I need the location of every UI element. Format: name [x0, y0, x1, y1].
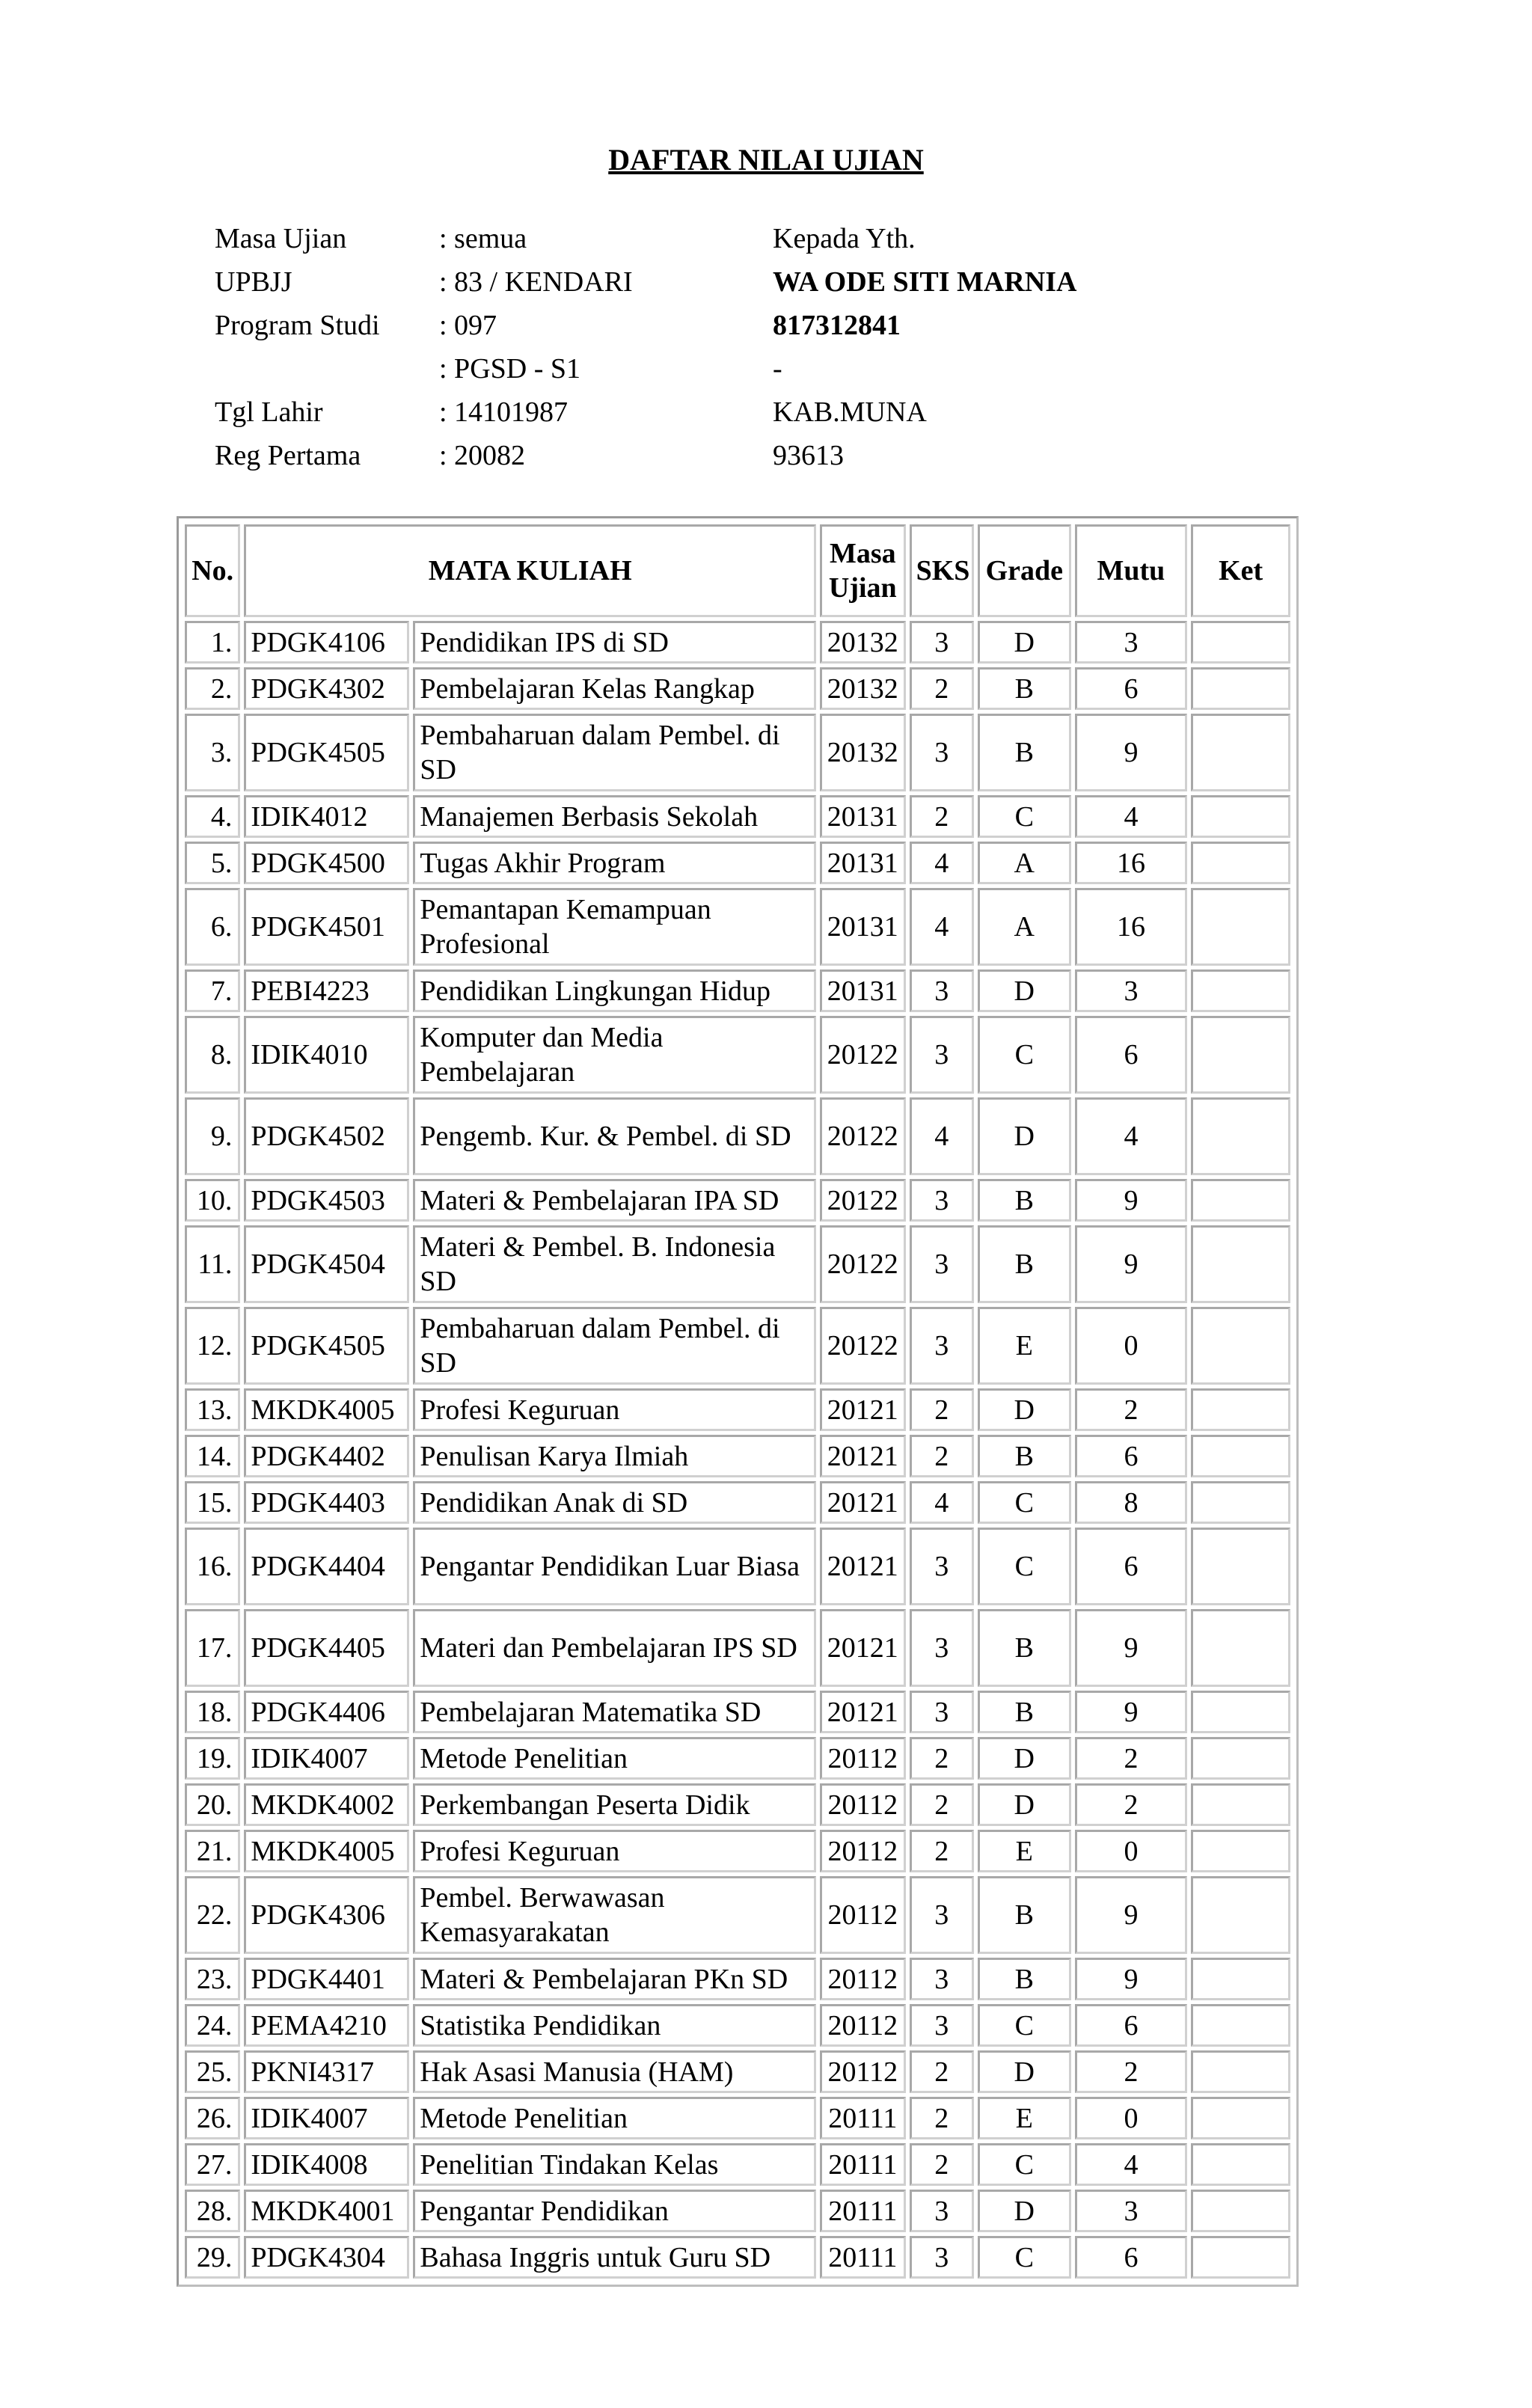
cell-masa-ujian: 20131	[820, 842, 906, 884]
cell-sks: 3	[910, 1179, 974, 1222]
table-row	[185, 1016, 1290, 1094]
cell-no: 21.	[185, 1830, 240, 1872]
cell-grade: B	[978, 1691, 1071, 1733]
cell-no: 24.	[185, 2004, 240, 2047]
cell-course: Metode Penelitian	[413, 1737, 816, 1780]
header-grade: Grade	[978, 524, 1071, 617]
table-row	[185, 1830, 1290, 1872]
cell-ket	[1191, 1958, 1290, 2000]
cell-sks: 2	[910, 2050, 974, 2093]
info-recipient: 817312841	[773, 310, 901, 341]
cell-masa-ujian: 20122	[820, 1097, 906, 1175]
cell-grade: C	[978, 1016, 1071, 1094]
header-ket: Ket	[1191, 524, 1290, 617]
table-header-row	[185, 524, 1290, 617]
cell-no: 28.	[185, 2190, 240, 2232]
cell-mutu: 0	[1075, 2097, 1188, 2139]
cell-sks: 3	[910, 1307, 974, 1385]
cell-mutu: 6	[1075, 667, 1188, 710]
cell-masa-ujian: 20111	[820, 2143, 906, 2186]
cell-mutu: 4	[1075, 795, 1188, 838]
cell-code: PEBI4223	[244, 969, 409, 1012]
cell-mutu: 2	[1075, 2050, 1188, 2093]
cell-course: Pembaharuan dalam Pembel. di SD	[413, 1307, 816, 1385]
table-row	[185, 1737, 1290, 1780]
cell-code: IDIK4007	[244, 1737, 409, 1780]
cell-course: Profesi Keguruan	[413, 1830, 816, 1872]
cell-ket	[1191, 1179, 1290, 1222]
cell-code: PDGK4503	[244, 1179, 409, 1222]
cell-masa-ujian: 20111	[820, 2097, 906, 2139]
header-masa-line1: Masa	[829, 538, 896, 569]
info-recipient: 93613	[773, 440, 844, 471]
cell-sks: 3	[910, 969, 974, 1012]
cell-grade: D	[978, 621, 1071, 664]
cell-sks: 3	[910, 1528, 974, 1605]
table-row	[185, 1528, 1290, 1605]
cell-mutu: 2	[1075, 1737, 1188, 1780]
cell-ket	[1191, 2050, 1290, 2093]
cell-sks: 2	[910, 795, 974, 838]
cell-grade: E	[978, 2097, 1071, 2139]
grades-table	[181, 521, 1294, 2282]
cell-code: PDGK4505	[244, 1307, 409, 1385]
cell-grade: B	[978, 667, 1071, 710]
cell-mutu: 9	[1075, 1609, 1188, 1687]
cell-sks: 3	[910, 621, 974, 664]
cell-no: 19.	[185, 1737, 240, 1780]
cell-course: Pembelajaran Kelas Rangkap	[413, 667, 816, 710]
cell-code: PDGK4306	[244, 1876, 409, 1954]
header-mutu: Mutu	[1075, 524, 1188, 617]
cell-grade: A	[978, 842, 1071, 884]
cell-ket	[1191, 842, 1290, 884]
cell-course: Materi & Pembelajaran PKn SD	[413, 1958, 816, 2000]
cell-course: Pengantar Pendidikan Luar Biasa	[413, 1528, 816, 1605]
cell-code: PEMA4210	[244, 2004, 409, 2047]
cell-mutu: 4	[1075, 2143, 1188, 2186]
cell-grade: D	[978, 2050, 1071, 2093]
cell-masa-ujian: 20111	[820, 2236, 906, 2279]
table-row	[185, 2236, 1290, 2279]
info-label: UPBJJ	[215, 266, 292, 298]
cell-mutu: 3	[1075, 2190, 1188, 2232]
cell-course: Pembelajaran Matematika SD	[413, 1691, 816, 1733]
cell-no: 17.	[185, 1609, 240, 1687]
cell-ket	[1191, 2190, 1290, 2232]
info-label: Masa Ujian	[215, 223, 347, 254]
cell-mutu: 9	[1075, 1179, 1188, 1222]
table-row	[185, 621, 1290, 664]
cell-masa-ujian: 20121	[820, 1435, 906, 1477]
cell-course: Pembel. Berwawasan Kemasyarakatan	[413, 1876, 816, 1954]
header-masa-ujian	[820, 524, 906, 617]
cell-masa-ujian: 20131	[820, 969, 906, 1012]
cell-code: PKNI4317	[244, 2050, 409, 2093]
info-recipient: -	[773, 353, 782, 385]
table-row	[185, 1307, 1290, 1385]
info-label: Reg Pertama	[215, 440, 361, 471]
cell-no: 26.	[185, 2097, 240, 2139]
cell-grade: D	[978, 969, 1071, 1012]
cell-code: MKDK4005	[244, 1388, 409, 1431]
cell-grade: C	[978, 795, 1071, 838]
info-recipient: WA ODE SITI MARNIA	[773, 266, 1077, 298]
cell-ket	[1191, 1528, 1290, 1605]
cell-course: Pendidikan IPS di SD	[413, 621, 816, 664]
cell-course: Pembaharuan dalam Pembel. di SD	[413, 714, 816, 791]
table-row	[185, 1876, 1290, 1954]
table-row	[185, 2050, 1290, 2093]
cell-mutu: 0	[1075, 1830, 1188, 1872]
grades-table-wrapper	[177, 516, 1299, 2287]
header-mata-kuliah: MATA KULIAH	[244, 524, 816, 617]
cell-mutu: 9	[1075, 1691, 1188, 1733]
cell-ket	[1191, 2097, 1290, 2139]
info-value: : 097	[439, 310, 497, 341]
cell-grade: B	[978, 1435, 1071, 1477]
table-row	[185, 1179, 1290, 1222]
table-row	[185, 795, 1290, 838]
cell-ket	[1191, 621, 1290, 664]
cell-masa-ujian: 20111	[820, 2190, 906, 2232]
cell-masa-ujian: 20122	[820, 1179, 906, 1222]
cell-code: MKDK4005	[244, 1830, 409, 1872]
page-title: DAFTAR NILAI UJIAN	[608, 143, 924, 177]
cell-ket	[1191, 2004, 1290, 2047]
cell-no: 16.	[185, 1528, 240, 1605]
cell-ket	[1191, 667, 1290, 710]
cell-no: 5.	[185, 842, 240, 884]
cell-no: 4.	[185, 795, 240, 838]
info-recipient: KAB.MUNA	[773, 396, 927, 428]
cell-ket	[1191, 1876, 1290, 1954]
cell-mutu: 6	[1075, 2236, 1188, 2279]
cell-no: 3.	[185, 714, 240, 791]
cell-masa-ujian: 20121	[820, 1388, 906, 1431]
table-row	[185, 1481, 1290, 1524]
table-row	[185, 714, 1290, 791]
cell-mutu: 9	[1075, 1876, 1188, 1954]
cell-mutu: 3	[1075, 621, 1188, 664]
table-row	[185, 2097, 1290, 2139]
cell-course: Penelitian Tindakan Kelas	[413, 2143, 816, 2186]
cell-grade: B	[978, 1179, 1071, 1222]
cell-sks: 3	[910, 1016, 974, 1094]
cell-course: Materi dan Pembelajaran IPS SD	[413, 1609, 816, 1687]
cell-sks: 3	[910, 2236, 974, 2279]
cell-ket	[1191, 888, 1290, 966]
grades-table-body	[185, 621, 1290, 2279]
cell-grade: D	[978, 2190, 1071, 2232]
cell-ket	[1191, 2143, 1290, 2186]
cell-masa-ujian: 20112	[820, 1737, 906, 1780]
cell-ket	[1191, 714, 1290, 791]
cell-no: 22.	[185, 1876, 240, 1954]
cell-ket	[1191, 1435, 1290, 1477]
info-value: : 14101987	[439, 396, 569, 428]
table-row	[185, 1958, 1290, 2000]
cell-ket	[1191, 1783, 1290, 1826]
cell-sks: 2	[910, 1388, 974, 1431]
cell-course: Hak Asasi Manusia (HAM)	[413, 2050, 816, 2093]
cell-mutu: 16	[1075, 888, 1188, 966]
cell-ket	[1191, 1016, 1290, 1094]
cell-grade: C	[978, 2004, 1071, 2047]
table-row	[185, 1783, 1290, 1826]
info-recipient: Kepada Yth.	[773, 223, 916, 254]
cell-no: 20.	[185, 1783, 240, 1826]
cell-grade: C	[978, 2236, 1071, 2279]
cell-masa-ujian: 20132	[820, 621, 906, 664]
cell-masa-ujian: 20122	[820, 1225, 906, 1303]
cell-code: PDGK4302	[244, 667, 409, 710]
cell-course: Perkembangan Peserta Didik	[413, 1783, 816, 1826]
cell-code: PDGK4106	[244, 621, 409, 664]
cell-code: IDIK4010	[244, 1016, 409, 1094]
table-row	[185, 842, 1290, 884]
cell-sks: 3	[910, 2004, 974, 2047]
info-value: : 20082	[439, 440, 526, 471]
cell-sks: 2	[910, 1830, 974, 1872]
cell-mutu: 8	[1075, 1481, 1188, 1524]
cell-sks: 2	[910, 1435, 974, 1477]
cell-no: 25.	[185, 2050, 240, 2093]
cell-masa-ujian: 20112	[820, 1830, 906, 1872]
cell-mutu: 2	[1075, 1388, 1188, 1431]
cell-course: Metode Penelitian	[413, 2097, 816, 2139]
info-value: : semua	[439, 223, 527, 254]
cell-course: Bahasa Inggris untuk Guru SD	[413, 2236, 816, 2279]
cell-mutu: 3	[1075, 969, 1188, 1012]
cell-sks: 2	[910, 1737, 974, 1780]
cell-sks: 4	[910, 888, 974, 966]
cell-grade: C	[978, 2143, 1071, 2186]
cell-no: 6.	[185, 888, 240, 966]
cell-grade: C	[978, 1481, 1071, 1524]
cell-sks: 3	[910, 1876, 974, 1954]
cell-masa-ujian: 20112	[820, 1783, 906, 1826]
cell-mutu: 9	[1075, 714, 1188, 791]
cell-code: PDGK4502	[244, 1097, 409, 1175]
cell-mutu: 6	[1075, 2004, 1188, 2047]
cell-grade: B	[978, 714, 1071, 791]
cell-code: PDGK4403	[244, 1481, 409, 1524]
cell-ket	[1191, 1691, 1290, 1733]
cell-sks: 2	[910, 1783, 974, 1826]
header-no: No.	[185, 524, 240, 617]
cell-masa-ujian: 20121	[820, 1481, 906, 1524]
cell-mutu: 2	[1075, 1783, 1188, 1826]
cell-sks: 3	[910, 1958, 974, 2000]
cell-no: 7.	[185, 969, 240, 1012]
cell-code: PDGK4401	[244, 1958, 409, 2000]
cell-sks: 3	[910, 1691, 974, 1733]
cell-masa-ujian: 20131	[820, 795, 906, 838]
cell-ket	[1191, 1609, 1290, 1687]
table-row	[185, 2143, 1290, 2186]
cell-course: Profesi Keguruan	[413, 1388, 816, 1431]
cell-no: 10.	[185, 1179, 240, 1222]
cell-course: Tugas Akhir Program	[413, 842, 816, 884]
cell-course: Penulisan Karya Ilmiah	[413, 1435, 816, 1477]
cell-grade: D	[978, 1783, 1071, 1826]
cell-grade: B	[978, 1958, 1071, 2000]
cell-masa-ujian: 20122	[820, 1307, 906, 1385]
cell-course: Pendidikan Lingkungan Hidup	[413, 969, 816, 1012]
cell-mutu: 9	[1075, 1225, 1188, 1303]
cell-code: IDIK4012	[244, 795, 409, 838]
cell-no: 2.	[185, 667, 240, 710]
cell-ket	[1191, 1481, 1290, 1524]
cell-code: PDGK4406	[244, 1691, 409, 1733]
cell-masa-ujian: 20132	[820, 714, 906, 791]
cell-grade: B	[978, 1609, 1071, 1687]
cell-ket	[1191, 1307, 1290, 1385]
cell-course: Statistika Pendidikan	[413, 2004, 816, 2047]
cell-grade: D	[978, 1388, 1071, 1431]
cell-grade: A	[978, 888, 1071, 966]
cell-code: IDIK4007	[244, 2097, 409, 2139]
table-row	[185, 1097, 1290, 1175]
cell-code: PDGK4402	[244, 1435, 409, 1477]
cell-masa-ujian: 20121	[820, 1691, 906, 1733]
cell-masa-ujian: 20112	[820, 1876, 906, 1954]
cell-masa-ujian: 20112	[820, 2004, 906, 2047]
cell-sks: 2	[910, 2097, 974, 2139]
cell-mutu: 0	[1075, 1307, 1188, 1385]
cell-mutu: 16	[1075, 842, 1188, 884]
cell-sks: 4	[910, 1097, 974, 1175]
cell-masa-ujian: 20121	[820, 1609, 906, 1687]
cell-code: PDGK4304	[244, 2236, 409, 2279]
cell-masa-ujian: 20131	[820, 888, 906, 966]
info-label: Program Studi	[215, 310, 380, 341]
cell-grade: D	[978, 1737, 1071, 1780]
cell-course: Pengantar Pendidikan	[413, 2190, 816, 2232]
cell-sks: 3	[910, 2190, 974, 2232]
cell-mutu: 9	[1075, 1958, 1188, 2000]
cell-masa-ujian: 20112	[820, 1958, 906, 2000]
cell-course: Materi & Pembelajaran IPA SD	[413, 1179, 816, 1222]
cell-code: MKDK4002	[244, 1783, 409, 1826]
info-label: Tgl Lahir	[215, 396, 323, 428]
table-row	[185, 2190, 1290, 2232]
cell-code: IDIK4008	[244, 2143, 409, 2186]
cell-ket	[1191, 2236, 1290, 2279]
cell-course: Komputer dan Media Pembelajaran	[413, 1016, 816, 1094]
cell-no: 18.	[185, 1691, 240, 1733]
cell-code: MKDK4001	[244, 2190, 409, 2232]
cell-grade: E	[978, 1307, 1071, 1385]
cell-ket	[1191, 1388, 1290, 1431]
cell-grade: D	[978, 1097, 1071, 1175]
cell-no: 12.	[185, 1307, 240, 1385]
cell-ket	[1191, 969, 1290, 1012]
cell-course: Materi & Pembel. B. Indonesia SD	[413, 1225, 816, 1303]
cell-code: PDGK4505	[244, 714, 409, 791]
cell-no: 1.	[185, 621, 240, 664]
cell-ket	[1191, 795, 1290, 838]
cell-masa-ujian: 20121	[820, 1528, 906, 1605]
cell-masa-ujian: 20132	[820, 667, 906, 710]
cell-sks: 3	[910, 1225, 974, 1303]
table-row	[185, 667, 1290, 710]
table-row	[185, 1225, 1290, 1303]
cell-sks: 3	[910, 1609, 974, 1687]
cell-code: PDGK4404	[244, 1528, 409, 1605]
cell-no: 14.	[185, 1435, 240, 1477]
table-row	[185, 1609, 1290, 1687]
cell-no: 13.	[185, 1388, 240, 1431]
cell-masa-ujian: 20112	[820, 2050, 906, 2093]
cell-no: 8.	[185, 1016, 240, 1094]
cell-ket	[1191, 1225, 1290, 1303]
cell-no: 9.	[185, 1097, 240, 1175]
cell-course: Pengemb. Kur. & Pembel. di SD	[413, 1097, 816, 1175]
cell-sks: 4	[910, 842, 974, 884]
table-row	[185, 1691, 1290, 1733]
cell-ket	[1191, 1737, 1290, 1780]
info-value: : 83 / KENDARI	[439, 266, 633, 298]
cell-sks: 3	[910, 714, 974, 791]
cell-grade: E	[978, 1830, 1071, 1872]
cell-code: PDGK4405	[244, 1609, 409, 1687]
table-row	[185, 1435, 1290, 1477]
cell-code: PDGK4504	[244, 1225, 409, 1303]
cell-no: 23.	[185, 1958, 240, 2000]
cell-no: 11.	[185, 1225, 240, 1303]
cell-grade: C	[978, 1528, 1071, 1605]
cell-no: 15.	[185, 1481, 240, 1524]
header-sks: SKS	[910, 524, 974, 617]
cell-code: PDGK4501	[244, 888, 409, 966]
cell-no: 27.	[185, 2143, 240, 2186]
cell-mutu: 6	[1075, 1435, 1188, 1477]
cell-mutu: 6	[1075, 1016, 1188, 1094]
cell-mutu: 4	[1075, 1097, 1188, 1175]
cell-course: Manajemen Berbasis Sekolah	[413, 795, 816, 838]
table-row	[185, 2004, 1290, 2047]
cell-course: Pemantapan Kemampuan Profesional	[413, 888, 816, 966]
cell-grade: B	[978, 1876, 1071, 1954]
cell-no: 29.	[185, 2236, 240, 2279]
cell-ket	[1191, 1097, 1290, 1175]
cell-code: PDGK4500	[244, 842, 409, 884]
cell-masa-ujian: 20122	[820, 1016, 906, 1094]
cell-sks: 4	[910, 1481, 974, 1524]
cell-sks: 2	[910, 667, 974, 710]
table-row	[185, 1388, 1290, 1431]
header-masa-line2: Ujian	[828, 572, 897, 604]
cell-sks: 2	[910, 2143, 974, 2186]
cell-grade: B	[978, 1225, 1071, 1303]
info-value: : PGSD - S1	[439, 353, 580, 385]
cell-ket	[1191, 1830, 1290, 1872]
cell-mutu: 6	[1075, 1528, 1188, 1605]
table-row	[185, 888, 1290, 966]
table-row	[185, 969, 1290, 1012]
cell-course: Pendidikan Anak di SD	[413, 1481, 816, 1524]
